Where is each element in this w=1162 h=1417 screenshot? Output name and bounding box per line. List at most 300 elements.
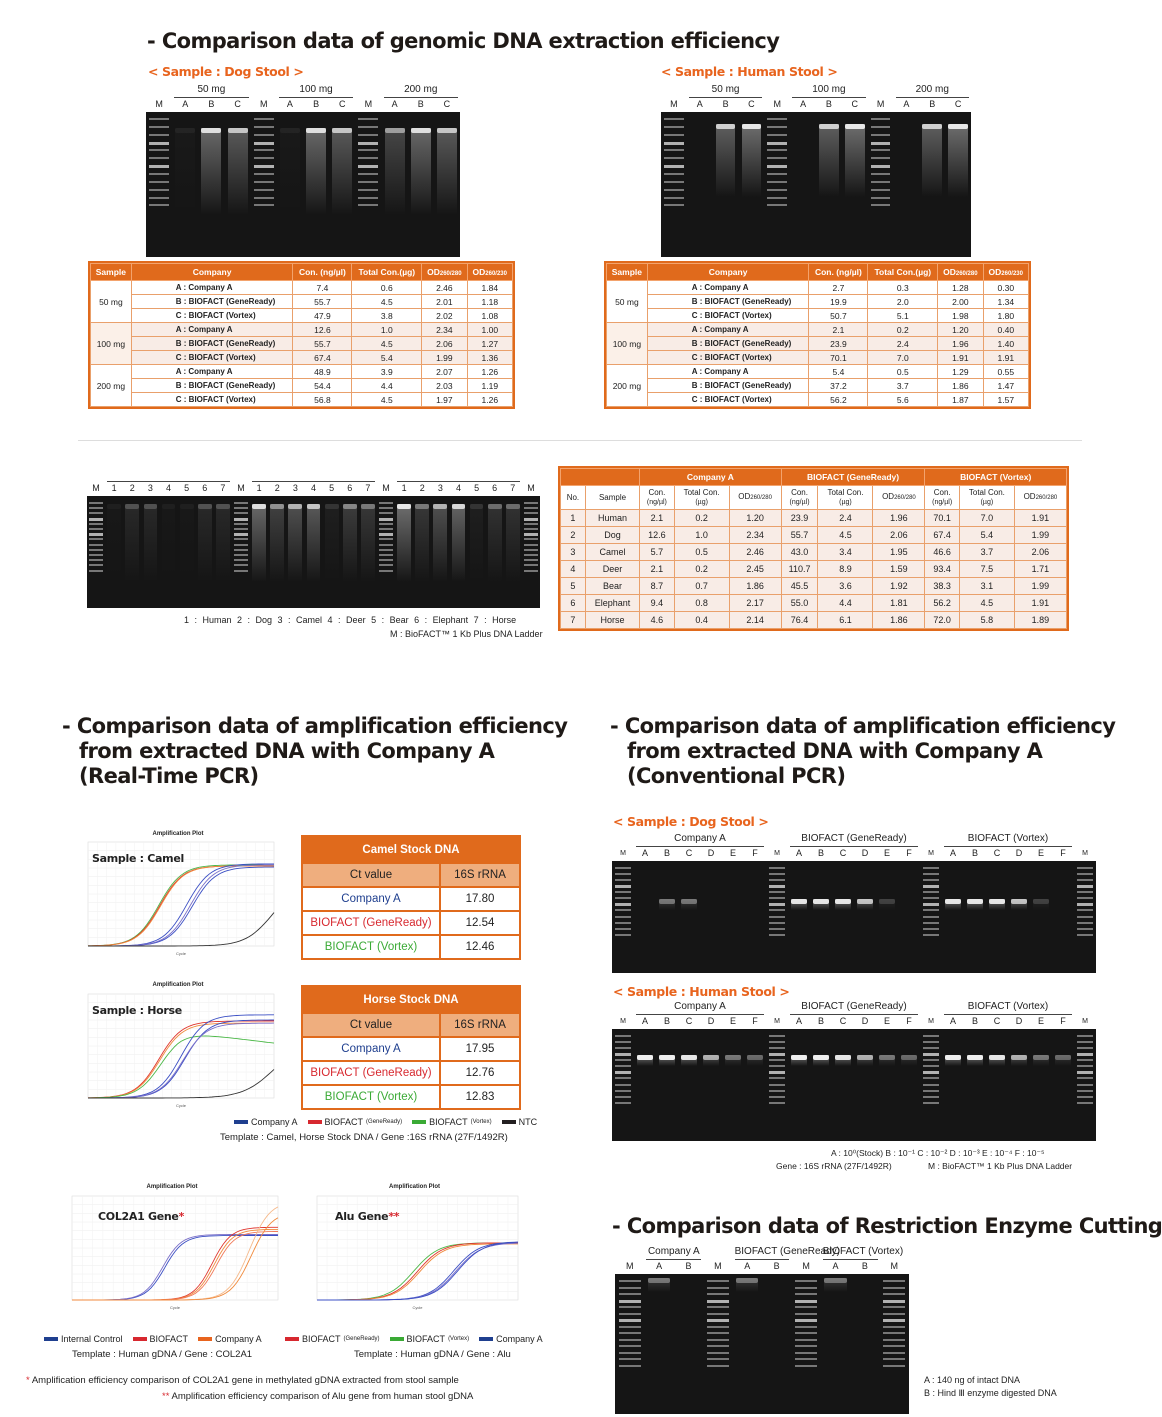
group-underline bbox=[735, 1259, 790, 1260]
sample-lane bbox=[470, 496, 484, 608]
lane-label: 7 bbox=[220, 483, 226, 493]
lane-label: B bbox=[971, 848, 978, 858]
value-cell: 0.5 bbox=[868, 365, 938, 379]
dna-band bbox=[307, 504, 321, 509]
ladder-band bbox=[923, 934, 940, 936]
value-cell: 4.4 bbox=[818, 595, 873, 612]
table-row bbox=[91, 379, 513, 393]
ladder-band bbox=[619, 1319, 641, 1322]
sample-lane bbox=[637, 861, 654, 973]
lane-label: 3 bbox=[147, 483, 153, 493]
value-cell: 0.2 bbox=[674, 510, 729, 527]
section-title-realtime-pcr bbox=[62, 714, 567, 789]
blank-header bbox=[561, 469, 640, 486]
group-label: BIOFACT (Vortex) bbox=[822, 1246, 904, 1257]
sample-lane bbox=[901, 1029, 918, 1141]
lane-label: A bbox=[795, 1016, 802, 1026]
ct-row-value: 12.46 bbox=[440, 935, 520, 959]
value-cell: 2.00 bbox=[938, 295, 983, 309]
value-cell: 0.7 bbox=[674, 578, 729, 595]
group-underline bbox=[636, 846, 764, 847]
sample-lane bbox=[690, 112, 710, 257]
ct-table-title: Horse Stock DNA bbox=[302, 986, 520, 1013]
lane-label: B bbox=[817, 1016, 824, 1026]
extraction-table-dog bbox=[90, 263, 513, 407]
ladder-band bbox=[769, 928, 786, 930]
ladder-band bbox=[615, 922, 632, 924]
dna-band bbox=[216, 504, 230, 509]
col-header: Total Con.(µg) bbox=[352, 264, 422, 281]
ladder-band bbox=[767, 189, 787, 191]
lane-label: E bbox=[1037, 848, 1044, 858]
ladder-band bbox=[664, 118, 684, 120]
dna-smear bbox=[716, 124, 736, 197]
lane-label: M bbox=[876, 99, 885, 109]
lane-label: M bbox=[928, 1018, 934, 1025]
ladder-band bbox=[524, 570, 538, 572]
table-row bbox=[91, 365, 513, 379]
legend-swatch-icon bbox=[44, 1337, 58, 1341]
ladder-band bbox=[883, 1319, 905, 1322]
ladder-band bbox=[358, 165, 378, 168]
dna-smear bbox=[470, 504, 484, 582]
sample-group: 50 mg bbox=[607, 281, 648, 323]
legend-item bbox=[502, 1117, 538, 1127]
ladder-band bbox=[883, 1306, 905, 1308]
sample-cell: Horse bbox=[585, 612, 639, 629]
dilution-note: A : 10⁰(Stock) B : 10⁻¹ C : 10⁻² D : 10⁻³ E : 10⁻⁴ F : 10⁻⁵ bbox=[831, 1148, 1045, 1158]
lane-label: E bbox=[883, 1016, 890, 1026]
dna-band bbox=[415, 504, 429, 509]
ladder-note: M : BioFACT™ 1 Kb Plus DNA Ladder bbox=[390, 629, 543, 639]
note-a: A : 140 ng of intact DNA bbox=[924, 1375, 1021, 1385]
ladder-band bbox=[769, 1059, 786, 1061]
sample-lane bbox=[703, 861, 720, 973]
ladder-lane bbox=[619, 1274, 641, 1414]
table-row bbox=[607, 351, 1029, 365]
ladder-band bbox=[795, 1287, 817, 1289]
legend-label: BIOFACT bbox=[149, 1334, 189, 1344]
value-cell: 2 bbox=[561, 527, 586, 544]
value-cell: 3.7 bbox=[868, 379, 938, 393]
lane-label: B bbox=[313, 99, 320, 109]
amplification-plot-alu bbox=[307, 1184, 522, 1310]
col-header: Con. (ng/µl) bbox=[640, 486, 674, 510]
lane-label: 2 bbox=[129, 483, 135, 493]
ladder-band bbox=[379, 507, 393, 509]
dna-band bbox=[819, 124, 839, 129]
group-underline bbox=[252, 481, 375, 482]
ladder-band bbox=[795, 1293, 817, 1295]
ladder-band bbox=[769, 867, 786, 869]
lane-label: M bbox=[1082, 850, 1088, 857]
ladder-band bbox=[619, 1280, 641, 1282]
group-underline bbox=[636, 1014, 764, 1015]
value-cell: 1.18 bbox=[467, 295, 512, 309]
ladder-band bbox=[664, 189, 684, 191]
x-axis-label: Cycle bbox=[412, 1305, 423, 1310]
ladder-band bbox=[615, 1084, 632, 1086]
ladder-band bbox=[379, 559, 393, 561]
ladder-band bbox=[1077, 922, 1094, 924]
company-cell: C : BIOFACT (Vortex) bbox=[131, 393, 293, 407]
value-cell: 1.98 bbox=[938, 309, 983, 323]
ladder-band bbox=[795, 1300, 817, 1303]
value-cell: 2.46 bbox=[729, 544, 781, 561]
lane-label: 6 bbox=[202, 483, 208, 493]
legend-label: Company A bbox=[496, 1334, 543, 1344]
table-row bbox=[91, 393, 513, 407]
table-row bbox=[607, 309, 1029, 323]
lane-label: A bbox=[696, 99, 703, 109]
ladder-band bbox=[615, 928, 632, 930]
sample-lane bbox=[945, 861, 962, 973]
ladder-band bbox=[358, 126, 378, 128]
value-cell: 1.0 bbox=[352, 323, 422, 337]
ladder-band bbox=[524, 523, 538, 525]
value-cell: 67.4 bbox=[293, 351, 352, 365]
lane-label: B bbox=[861, 1261, 868, 1271]
ladder-band bbox=[1077, 1096, 1094, 1098]
value-cell: 1.28 bbox=[938, 281, 983, 295]
gel-image-pcr-dog bbox=[612, 861, 1096, 973]
lane-label: M bbox=[802, 1261, 810, 1271]
ladder-band bbox=[1077, 1102, 1094, 1104]
ladder-band bbox=[871, 126, 891, 128]
legend-swatch-icon bbox=[412, 1120, 426, 1124]
value-cell: 2.06 bbox=[873, 527, 925, 544]
ladder-band bbox=[769, 1102, 786, 1104]
ladder-band bbox=[89, 523, 103, 525]
ladder-band bbox=[1077, 909, 1094, 911]
section-title-restriction: - Comparison data of Restriction Enzyme Cutting bbox=[612, 1214, 1162, 1238]
sample-lane bbox=[1011, 1029, 1028, 1141]
value-cell: 3.8 bbox=[352, 309, 422, 323]
group-label: Company A bbox=[647, 1246, 700, 1257]
lane-label: M bbox=[625, 1261, 634, 1271]
sample-lane bbox=[1033, 861, 1050, 973]
lane-label: 4 bbox=[310, 483, 316, 493]
ladder-band bbox=[795, 1332, 817, 1334]
ladder-band bbox=[767, 126, 787, 128]
sample-lane bbox=[824, 1274, 846, 1414]
dna-smear bbox=[361, 504, 375, 582]
value-cell: 2.02 bbox=[422, 309, 467, 323]
value-cell: 48.9 bbox=[293, 365, 352, 379]
ladder-band bbox=[254, 126, 274, 128]
value-cell: 0.8 bbox=[674, 595, 729, 612]
sample-lane bbox=[747, 861, 764, 973]
lane-label: 6 bbox=[347, 483, 353, 493]
ladder-band bbox=[1077, 1053, 1094, 1056]
ladder-band bbox=[883, 1287, 905, 1289]
ladder-band bbox=[664, 204, 684, 206]
value-cell: 23.9 bbox=[809, 337, 868, 351]
table-row bbox=[607, 379, 1029, 393]
company-cell: B : BIOFACT (GeneReady) bbox=[131, 379, 293, 393]
sample-lane bbox=[716, 112, 736, 257]
title-line-3: (Conventional PCR) bbox=[627, 764, 846, 788]
ladder-band bbox=[923, 885, 940, 888]
ct-row-value: 12.76 bbox=[440, 1061, 520, 1085]
legend-swatch-icon bbox=[479, 1337, 493, 1341]
ladder-band bbox=[769, 903, 786, 906]
lane-label: 4 bbox=[455, 483, 461, 493]
ladder-band bbox=[767, 149, 787, 151]
ladder-band bbox=[89, 528, 103, 530]
gel-image-human-stool bbox=[661, 112, 971, 257]
lane-label: A bbox=[641, 1016, 648, 1026]
dna-smear bbox=[162, 504, 176, 582]
dna-band bbox=[703, 1055, 720, 1060]
legend-item bbox=[234, 1117, 298, 1127]
dna-smear bbox=[488, 504, 502, 582]
dna-smear bbox=[175, 128, 195, 215]
ladder-band bbox=[923, 1077, 940, 1079]
ladder-band bbox=[1077, 897, 1094, 899]
dna-smear bbox=[332, 128, 352, 215]
group-label: BIOFACT (GeneReady) bbox=[734, 1246, 841, 1257]
ct-row-name: Company A bbox=[302, 1037, 440, 1061]
dna-band bbox=[306, 128, 326, 133]
ladder-band bbox=[1077, 934, 1094, 936]
ct-row-name: BIOFACT (GeneReady) bbox=[302, 911, 440, 935]
col-header: OD260/230 bbox=[983, 264, 1028, 281]
ladder-band bbox=[883, 1345, 905, 1347]
table-row bbox=[561, 527, 1067, 544]
lane-label: 1 bbox=[256, 483, 262, 493]
lane-label: E bbox=[729, 1016, 736, 1026]
value-cell: 0.3 bbox=[868, 281, 938, 295]
sample-lane bbox=[835, 1029, 852, 1141]
ladder-lane bbox=[358, 112, 378, 257]
col-header: OD260/230 bbox=[467, 264, 512, 281]
sample-lane bbox=[989, 861, 1006, 973]
value-cell: 5.6 bbox=[868, 393, 938, 407]
ladder-band bbox=[615, 885, 632, 888]
ladder-band bbox=[923, 928, 940, 930]
value-cell: 0.2 bbox=[868, 323, 938, 337]
value-cell: 1.92 bbox=[873, 578, 925, 595]
value-cell: 2.01 bbox=[422, 295, 467, 309]
group-underline bbox=[279, 97, 354, 98]
lane-label: D bbox=[707, 1016, 715, 1026]
plot-title: Amplification Plot bbox=[389, 1184, 440, 1190]
value-cell: 1.96 bbox=[873, 510, 925, 527]
value-cell: 0.55 bbox=[983, 365, 1028, 379]
ladder-band bbox=[883, 1358, 905, 1360]
company-cell: C : BIOFACT (Vortex) bbox=[647, 351, 809, 365]
group-underline bbox=[174, 97, 249, 98]
amplification-plot-horse bbox=[78, 982, 278, 1108]
ladder-band bbox=[619, 1332, 641, 1334]
ladder-band bbox=[664, 134, 684, 136]
ladder-band bbox=[89, 544, 103, 546]
ladder-band bbox=[795, 1345, 817, 1347]
sample-lane bbox=[415, 496, 429, 608]
ladder-band bbox=[89, 570, 103, 572]
title-line-1: - Comparison data of amplification efficiency bbox=[610, 714, 1116, 738]
group-underline bbox=[790, 846, 918, 847]
sample-lane bbox=[144, 496, 158, 608]
ladder-band bbox=[524, 554, 538, 556]
sample-lane bbox=[813, 1029, 830, 1141]
col-header: Company bbox=[647, 264, 809, 281]
ladder-band bbox=[664, 142, 684, 145]
dna-band bbox=[945, 899, 962, 904]
ladder-band bbox=[923, 1084, 940, 1086]
ladder-band bbox=[615, 1102, 632, 1104]
ladder-band bbox=[615, 1071, 632, 1074]
ladder-band bbox=[795, 1352, 817, 1354]
col-header: OD260/280 bbox=[873, 486, 925, 510]
ladder-band bbox=[923, 891, 940, 893]
sample-lane bbox=[506, 496, 520, 608]
value-cell: 5.4 bbox=[809, 365, 868, 379]
value-cell: 1.0 bbox=[674, 527, 729, 544]
value-cell: 1.89 bbox=[1014, 612, 1066, 629]
value-cell: 0.6 bbox=[352, 281, 422, 295]
col2a1-legend bbox=[44, 1334, 268, 1344]
ladder-band bbox=[767, 173, 787, 175]
ladder-band bbox=[615, 1059, 632, 1061]
lane-label: 7 bbox=[510, 483, 516, 493]
value-cell: 5.7 bbox=[640, 544, 674, 561]
value-cell: 2.34 bbox=[422, 323, 467, 337]
legend-label: BIOFACT bbox=[302, 1334, 341, 1344]
ladder-band bbox=[871, 149, 891, 151]
ladder-band bbox=[149, 189, 169, 191]
ladder-band bbox=[923, 916, 940, 918]
ladder-lane bbox=[615, 861, 632, 973]
value-cell: 0.5 bbox=[674, 544, 729, 561]
ladder-band bbox=[883, 1300, 905, 1303]
ladder-band bbox=[524, 538, 538, 540]
col-header: Total Con.(µg) bbox=[868, 264, 938, 281]
dna-band bbox=[835, 899, 852, 904]
ladder-band bbox=[767, 142, 787, 145]
lane-label: C bbox=[993, 848, 1001, 858]
x-axis-label: Cycle bbox=[169, 1305, 181, 1310]
extraction-table-human bbox=[606, 263, 1029, 407]
ladder-band bbox=[707, 1332, 729, 1334]
ladder-band bbox=[883, 1326, 905, 1328]
ladder-band bbox=[149, 204, 169, 206]
lane-label: B bbox=[685, 1261, 692, 1271]
value-cell: 0.30 bbox=[983, 281, 1028, 295]
table-row bbox=[91, 309, 513, 323]
ladder-band bbox=[769, 1047, 786, 1049]
sample-lane bbox=[306, 112, 326, 257]
col-header: Con. (ng/µl) bbox=[781, 486, 818, 510]
ladder-band bbox=[707, 1300, 729, 1303]
ladder-band bbox=[358, 197, 378, 199]
ladder-band bbox=[234, 528, 248, 530]
ladder-band bbox=[707, 1313, 729, 1315]
sample-label-human-pcr: < Sample : Human Stool > bbox=[613, 984, 790, 999]
sample-lane bbox=[107, 496, 121, 608]
ladder-band bbox=[615, 934, 632, 936]
ct-row-name: Company A bbox=[302, 887, 440, 911]
dna-band bbox=[488, 504, 502, 509]
dna-band bbox=[198, 504, 212, 509]
ladder-band bbox=[769, 916, 786, 918]
dna-band bbox=[659, 899, 676, 904]
legend-item bbox=[133, 1334, 189, 1344]
lane-label: B bbox=[722, 99, 729, 109]
sample-lane bbox=[175, 112, 195, 257]
lane-label: C bbox=[685, 1016, 693, 1026]
lane-label: B bbox=[825, 99, 832, 109]
lane-label: B bbox=[208, 99, 215, 109]
dna-smear bbox=[228, 128, 248, 215]
ladder-band bbox=[707, 1339, 729, 1341]
lane-label: D bbox=[861, 848, 869, 858]
ladder-band bbox=[358, 134, 378, 136]
lane-label: 5 bbox=[184, 483, 190, 493]
ladder-band bbox=[615, 916, 632, 918]
sample-lane bbox=[433, 496, 447, 608]
ladder-band bbox=[149, 149, 169, 151]
ladder-band bbox=[769, 1071, 786, 1074]
ladder-band bbox=[883, 1339, 905, 1341]
lane-label: A bbox=[641, 848, 648, 858]
group-label: BIOFACT (GeneReady) bbox=[801, 1001, 907, 1012]
sample-lane bbox=[343, 496, 357, 608]
sample-lane bbox=[280, 112, 300, 257]
ladder-band bbox=[615, 891, 632, 893]
table-row bbox=[91, 351, 513, 365]
ladder-band bbox=[234, 564, 248, 566]
ladder-band bbox=[358, 173, 378, 175]
value-cell: 47.9 bbox=[293, 309, 352, 323]
dna-band bbox=[948, 124, 968, 129]
sample-lane bbox=[198, 496, 212, 608]
sample-lane bbox=[201, 112, 221, 257]
sample-cell: Human bbox=[585, 510, 639, 527]
plot-label-col2a1 bbox=[98, 1210, 184, 1223]
value-cell: 12.6 bbox=[640, 527, 674, 544]
company-cell: A : Company A bbox=[131, 281, 293, 295]
dna-band bbox=[280, 128, 300, 133]
value-cell: 1 bbox=[561, 510, 586, 527]
legend-swatch-icon bbox=[502, 1120, 516, 1124]
value-cell: 2.4 bbox=[818, 510, 873, 527]
sample-lane bbox=[989, 1029, 1006, 1141]
ladder-band bbox=[254, 134, 274, 136]
dna-band bbox=[945, 1055, 962, 1060]
sample-lane bbox=[1033, 1029, 1050, 1141]
dna-smear bbox=[180, 504, 194, 582]
col-header: OD260/280 bbox=[729, 486, 781, 510]
plot-title: Amplification Plot bbox=[152, 982, 204, 988]
table-row bbox=[561, 578, 1067, 595]
ladder-band bbox=[767, 157, 787, 159]
value-cell: 3.1 bbox=[959, 578, 1014, 595]
ct-table-camel bbox=[301, 835, 521, 960]
sample-lane bbox=[766, 1274, 788, 1414]
sample-lane bbox=[162, 496, 176, 608]
ladder-band bbox=[769, 1096, 786, 1098]
group-label: BIOFACT (Vortex) bbox=[967, 1001, 1049, 1012]
ladder-band bbox=[767, 204, 787, 206]
dna-band bbox=[1011, 1055, 1028, 1060]
ct-row-value: 17.95 bbox=[440, 1037, 520, 1061]
col-header: Con. (ng/µl) bbox=[809, 264, 868, 281]
ladder-band bbox=[254, 157, 274, 159]
ladder-band bbox=[615, 867, 632, 869]
sample-lane bbox=[659, 861, 676, 973]
